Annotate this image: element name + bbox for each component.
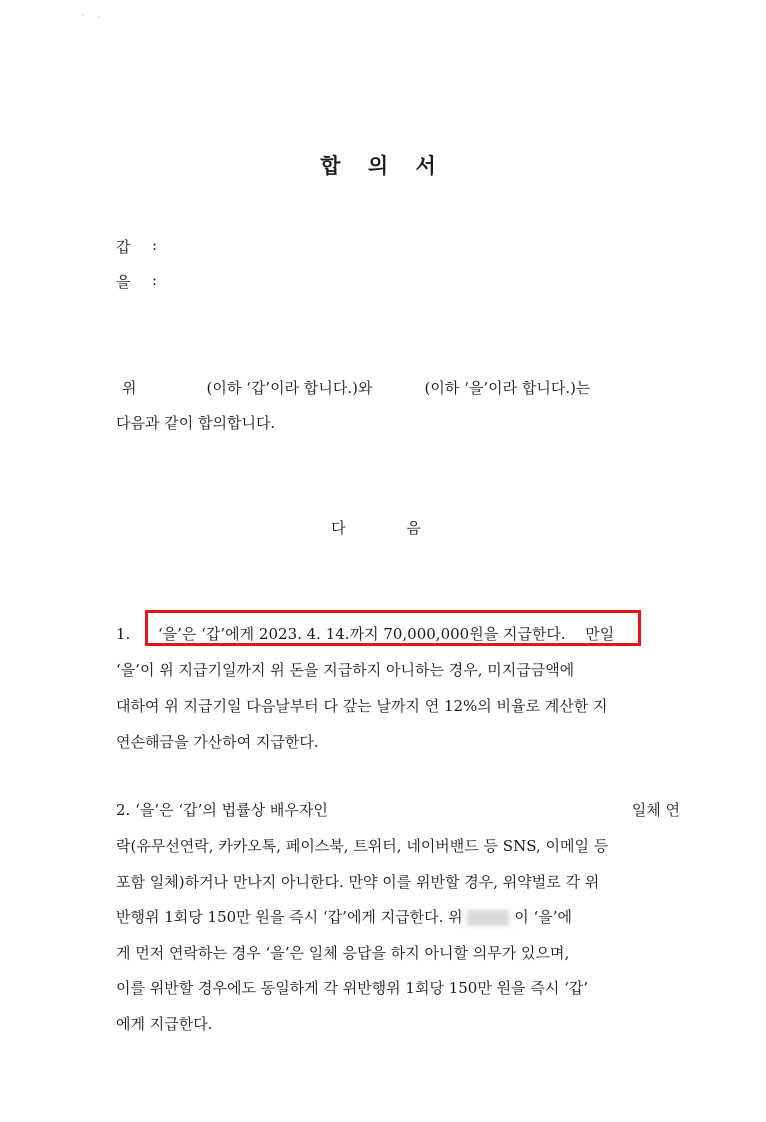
clause-number: 1. — [116, 625, 131, 643]
party-eul-row — [116, 271, 158, 292]
party-label: 을 — [116, 273, 131, 291]
intro-line-2: 다음과 같이 합의합니다. — [116, 414, 276, 432]
clause-2-line-1 — [116, 799, 680, 820]
clause-2-line: 포함 일체)하거나 만나지 아니한다. 만약 이를 위반할 경우, 위약벌로 각 위 — [116, 873, 600, 891]
scan-speck — [82, 14, 84, 16]
party-colon: : — [152, 271, 158, 289]
intro-text: 위 — [122, 379, 137, 397]
clause-text: 2. ‘을’은 ‘갑’의 법률상 배우자인 — [116, 801, 328, 819]
party-label: 갑 — [116, 238, 131, 256]
clause-2-line: 락(유무선연락, 카카오톡, 페이스북, 트위터, 네이버밴드 등 SNS, 이메일 등 — [116, 837, 609, 855]
clause-1-line: 연손해금을 가산하여 지급한다. — [116, 733, 319, 751]
clause-tail: 만일 — [585, 625, 615, 643]
clause-1-line: ‘을’이 위 지급기일까지 위 돈을 지급하지 아니하는 경우, 미지급금액에 — [116, 661, 575, 679]
clause-text: 일체 연 — [631, 801, 680, 819]
highlighted-clause: ‘을’은 ‘갑’에게 2023. 4. 14.까지 70,000,000원을 지급한다. — [157, 625, 566, 643]
clause-2-line: 에게 지급한다. — [116, 1015, 213, 1033]
intro-text: (이하 ‘을’이라 합니다.)는 — [424, 379, 591, 397]
clause-2-line: 게 먼저 연락하는 경우 ‘을’은 일체 응답을 하지 아니할 의무가 있으며, — [116, 944, 570, 962]
clause-1-line: 대하여 위 지급기일 다음날부터 다 갚는 날까지 연 12%의 비율로 계산한 지 — [116, 697, 608, 715]
intro-line-1 — [122, 377, 680, 398]
intro-text: (이하 ‘갑’이라 합니다.)와 — [206, 379, 373, 397]
section-heading: 다 음 — [331, 519, 449, 537]
clause-2-line-4 — [116, 906, 680, 927]
document-title: 합 의 서 — [320, 153, 446, 178]
highlight-box — [145, 610, 641, 646]
scan-speck — [98, 16, 100, 18]
redacted-name — [467, 910, 509, 926]
party-colon: : — [152, 236, 158, 254]
clause-2-line: 이를 위반할 경우에도 동일하게 각 위반행위 1회당 150만 원을 즉시 ‘갑’ — [116, 979, 589, 997]
party-gap-row — [116, 236, 158, 257]
clause-text: 이 ‘을’에 — [514, 908, 573, 926]
clause-text: 반행위 1회당 150만 원을 즉시 ‘갑’에게 지급한다. 위 — [116, 908, 463, 926]
